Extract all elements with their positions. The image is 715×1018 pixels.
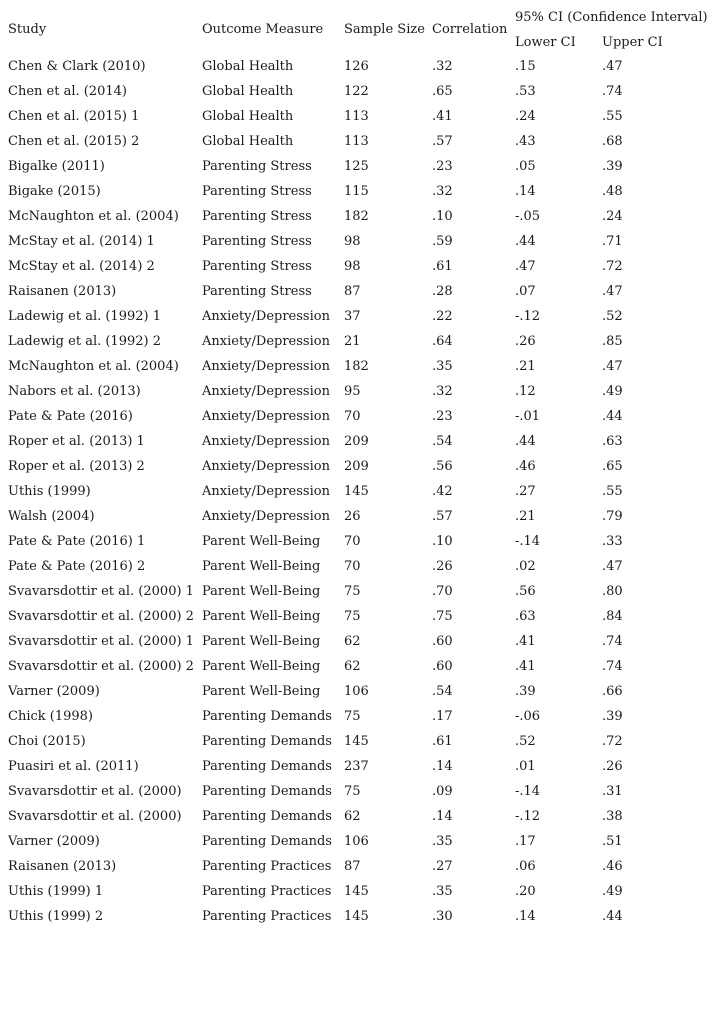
cell-correlation: .41 — [432, 109, 453, 124]
table-row — [0, 82, 715, 107]
cell-correlation: .27 — [432, 859, 453, 874]
cell-outcome-measure: Anxiety/Depression — [202, 334, 330, 349]
cell-lower-ci: .12 — [515, 384, 536, 399]
cell-lower-ci: .07 — [515, 284, 536, 299]
table-body — [0, 57, 715, 932]
cell-lower-ci: -.12 — [515, 309, 541, 324]
cell-outcome-measure: Parenting Demands — [202, 834, 332, 849]
cell-upper-ci: .72 — [602, 259, 623, 274]
table-row — [0, 557, 715, 582]
cell-sample-size: 75 — [344, 709, 361, 724]
cell-study: Raisanen (2013) — [8, 284, 117, 299]
cell-upper-ci: .47 — [602, 359, 623, 374]
cell-study: Roper et al. (2013) 1 — [8, 434, 145, 449]
cell-outcome-measure: Parent Well-Being — [202, 609, 321, 624]
table-row — [0, 882, 715, 907]
table-row — [0, 682, 715, 707]
cell-sample-size: 26 — [344, 509, 361, 524]
cell-upper-ci: .66 — [602, 684, 623, 699]
header-correlation: Correlation — [432, 22, 508, 37]
cell-correlation: .61 — [432, 734, 453, 749]
cell-sample-size: 125 — [344, 159, 369, 174]
cell-sample-size: 182 — [344, 359, 369, 374]
table-row — [0, 732, 715, 757]
cell-upper-ci: .39 — [602, 159, 623, 174]
table-row — [0, 207, 715, 232]
cell-lower-ci: -.12 — [515, 809, 541, 824]
cell-outcome-measure: Anxiety/Depression — [202, 484, 330, 499]
table-row — [0, 57, 715, 82]
cell-study: Svavarsdottir et al. (2000) 1 — [8, 634, 194, 649]
table-row — [0, 807, 715, 832]
cell-study: Pate & Pate (2016) 2 — [8, 559, 146, 574]
cell-study: Svavarsdottir et al. (2000) — [8, 809, 182, 824]
cell-sample-size: 145 — [344, 909, 369, 924]
cell-lower-ci: .17 — [515, 834, 536, 849]
cell-sample-size: 145 — [344, 884, 369, 899]
table-row — [0, 657, 715, 682]
cell-sample-size: 87 — [344, 859, 361, 874]
table-row — [0, 407, 715, 432]
table-row — [0, 282, 715, 307]
cell-study: Roper et al. (2013) 2 — [8, 459, 145, 474]
cell-correlation: .42 — [432, 484, 453, 499]
cell-study: Svavarsdottir et al. (2000) 1 — [8, 584, 194, 599]
cell-upper-ci: .51 — [602, 834, 623, 849]
cell-upper-ci: .84 — [602, 609, 623, 624]
cell-sample-size: 21 — [344, 334, 361, 349]
header-sample-size: Sample Size — [344, 22, 425, 37]
cell-outcome-measure: Anxiety/Depression — [202, 509, 330, 524]
cell-study: Bigake (2015) — [8, 184, 101, 199]
cell-correlation: .61 — [432, 259, 453, 274]
cell-sample-size: 75 — [344, 609, 361, 624]
header-study: Study — [8, 22, 47, 37]
cell-upper-ci: .52 — [602, 309, 623, 324]
cell-outcome-measure: Parenting Stress — [202, 184, 312, 199]
cell-upper-ci: .33 — [602, 534, 623, 549]
cell-outcome-measure: Global Health — [202, 109, 294, 124]
cell-lower-ci: .21 — [515, 359, 536, 374]
cell-correlation: .17 — [432, 709, 453, 724]
table-row — [0, 332, 715, 357]
cell-lower-ci: .47 — [515, 259, 536, 274]
cell-sample-size: 209 — [344, 459, 369, 474]
cell-outcome-measure: Parenting Demands — [202, 809, 332, 824]
cell-lower-ci: .27 — [515, 484, 536, 499]
cell-study: Nabors et al. (2013) — [8, 384, 141, 399]
cell-lower-ci: -.05 — [515, 209, 541, 224]
cell-correlation: .64 — [432, 334, 453, 349]
cell-study: Chen et al. (2015) 1 — [8, 109, 140, 124]
cell-outcome-measure: Parenting Stress — [202, 284, 312, 299]
cell-correlation: .32 — [432, 184, 453, 199]
table-row — [0, 182, 715, 207]
cell-sample-size: 62 — [344, 659, 361, 674]
cell-study: Bigalke (2011) — [8, 159, 105, 174]
cell-sample-size: 87 — [344, 284, 361, 299]
cell-outcome-measure: Parenting Demands — [202, 784, 332, 799]
cell-sample-size: 70 — [344, 534, 361, 549]
cell-study: Varner (2009) — [8, 684, 100, 699]
table-row — [0, 832, 715, 857]
cell-study: McNaughton et al. (2004) — [8, 209, 179, 224]
cell-upper-ci: .31 — [602, 784, 623, 799]
cell-outcome-measure: Anxiety/Depression — [202, 359, 330, 374]
cell-study: Varner (2009) — [8, 834, 100, 849]
cell-study: McStay et al. (2014) 1 — [8, 234, 155, 249]
cell-correlation: .60 — [432, 659, 453, 674]
cell-lower-ci: .01 — [515, 759, 536, 774]
cell-outcome-measure: Anxiety/Depression — [202, 384, 330, 399]
cell-lower-ci: .41 — [515, 659, 536, 674]
cell-upper-ci: .47 — [602, 59, 623, 74]
cell-upper-ci: .44 — [602, 409, 623, 424]
cell-lower-ci: -.01 — [515, 409, 541, 424]
cell-sample-size: 145 — [344, 484, 369, 499]
cell-sample-size: 62 — [344, 634, 361, 649]
cell-outcome-measure: Anxiety/Depression — [202, 434, 330, 449]
cell-study: Uthis (1999) 2 — [8, 909, 104, 924]
cell-sample-size: 37 — [344, 309, 361, 324]
cell-lower-ci: .46 — [515, 459, 536, 474]
cell-correlation: .70 — [432, 584, 453, 599]
cell-study: Choi (2015) — [8, 734, 86, 749]
table-row — [0, 432, 715, 457]
cell-correlation: .75 — [432, 609, 453, 624]
cell-study: Svavarsdottir et al. (2000) 2 — [8, 659, 194, 674]
cell-correlation: .59 — [432, 234, 453, 249]
cell-lower-ci: .43 — [515, 134, 536, 149]
cell-upper-ci: .71 — [602, 234, 623, 249]
table-row — [0, 132, 715, 157]
cell-outcome-measure: Parenting Stress — [202, 234, 312, 249]
cell-lower-ci: .21 — [515, 509, 536, 524]
cell-correlation: .35 — [432, 359, 453, 374]
cell-lower-ci: .02 — [515, 559, 536, 574]
cell-sample-size: 115 — [344, 184, 369, 199]
cell-lower-ci: .44 — [515, 434, 536, 449]
cell-correlation: .09 — [432, 784, 453, 799]
cell-upper-ci: .48 — [602, 184, 623, 199]
cell-upper-ci: .63 — [602, 434, 623, 449]
cell-outcome-measure: Global Health — [202, 59, 294, 74]
table-row — [0, 582, 715, 607]
cell-study: Raisanen (2013) — [8, 859, 117, 874]
table-row — [0, 232, 715, 257]
cell-outcome-measure: Global Health — [202, 134, 294, 149]
cell-outcome-measure: Parenting Practices — [202, 909, 332, 924]
cell-lower-ci: .06 — [515, 859, 536, 874]
cell-lower-ci: .63 — [515, 609, 536, 624]
cell-outcome-measure: Parenting Stress — [202, 209, 312, 224]
cell-correlation: .35 — [432, 834, 453, 849]
cell-lower-ci: .14 — [515, 184, 536, 199]
cell-correlation: .14 — [432, 809, 453, 824]
header-ci-group: 95% CI (Confidence Interval) — [515, 10, 708, 25]
cell-upper-ci: .44 — [602, 909, 623, 924]
cell-study: Svavarsdottir et al. (2000) 2 — [8, 609, 194, 624]
cell-correlation: .10 — [432, 534, 453, 549]
cell-correlation: .57 — [432, 134, 453, 149]
table-row — [0, 707, 715, 732]
cell-lower-ci: .26 — [515, 334, 536, 349]
cell-outcome-measure: Parenting Demands — [202, 734, 332, 749]
cell-upper-ci: .49 — [602, 384, 623, 399]
cell-study: Chen & Clark (2010) — [8, 59, 146, 74]
cell-upper-ci: .85 — [602, 334, 623, 349]
cell-sample-size: 98 — [344, 259, 361, 274]
cell-outcome-measure: Parent Well-Being — [202, 534, 321, 549]
cell-outcome-measure: Parenting Practices — [202, 884, 332, 899]
cell-lower-ci: .05 — [515, 159, 536, 174]
table-row — [0, 607, 715, 632]
cell-correlation: .10 — [432, 209, 453, 224]
cell-correlation: .32 — [432, 384, 453, 399]
cell-study: Svavarsdottir et al. (2000) — [8, 784, 182, 799]
cell-study: Chick (1998) — [8, 709, 93, 724]
cell-correlation: .14 — [432, 759, 453, 774]
cell-outcome-measure: Parent Well-Being — [202, 584, 321, 599]
cell-lower-ci: .39 — [515, 684, 536, 699]
table-row — [0, 307, 715, 332]
cell-upper-ci: .65 — [602, 459, 623, 474]
cell-lower-ci: .15 — [515, 59, 536, 74]
cell-outcome-measure: Global Health — [202, 84, 294, 99]
cell-study: Pate & Pate (2016) — [8, 409, 133, 424]
cell-sample-size: 95 — [344, 384, 361, 399]
cell-upper-ci: .68 — [602, 134, 623, 149]
cell-upper-ci: .79 — [602, 509, 623, 524]
cell-lower-ci: .44 — [515, 234, 536, 249]
cell-outcome-measure: Anxiety/Depression — [202, 409, 330, 424]
cell-upper-ci: .72 — [602, 734, 623, 749]
cell-outcome-measure: Parent Well-Being — [202, 684, 321, 699]
cell-correlation: .28 — [432, 284, 453, 299]
table-row — [0, 457, 715, 482]
cell-sample-size: 98 — [344, 234, 361, 249]
table-row — [0, 632, 715, 657]
cell-upper-ci: .55 — [602, 109, 623, 124]
table-row — [0, 782, 715, 807]
cell-outcome-measure: Parent Well-Being — [202, 659, 321, 674]
cell-sample-size: 113 — [344, 109, 369, 124]
cell-outcome-measure: Parenting Stress — [202, 159, 312, 174]
cell-correlation: .60 — [432, 634, 453, 649]
cell-sample-size: 237 — [344, 759, 369, 774]
cell-sample-size: 106 — [344, 684, 369, 699]
cell-study: Puasiri et al. (2011) — [8, 759, 139, 774]
cell-study: Ladewig et al. (1992) 1 — [8, 309, 161, 324]
cell-outcome-measure: Parenting Demands — [202, 759, 332, 774]
cell-lower-ci: .20 — [515, 884, 536, 899]
cell-lower-ci: -.06 — [515, 709, 541, 724]
cell-upper-ci: .49 — [602, 884, 623, 899]
table-row — [0, 507, 715, 532]
table-row — [0, 357, 715, 382]
cell-sample-size: 75 — [344, 584, 361, 599]
cell-sample-size: 70 — [344, 409, 361, 424]
cell-sample-size: 70 — [344, 559, 361, 574]
cell-outcome-measure: Parenting Stress — [202, 259, 312, 274]
cell-outcome-measure: Parenting Practices — [202, 859, 332, 874]
cell-outcome-measure: Parent Well-Being — [202, 559, 321, 574]
cell-lower-ci: .24 — [515, 109, 536, 124]
cell-sample-size: 145 — [344, 734, 369, 749]
table-row — [0, 257, 715, 282]
cell-sample-size: 122 — [344, 84, 369, 99]
table-row — [0, 907, 715, 932]
cell-correlation: .23 — [432, 409, 453, 424]
cell-upper-ci: .47 — [602, 284, 623, 299]
cell-sample-size: 113 — [344, 134, 369, 149]
table-row — [0, 482, 715, 507]
cell-lower-ci: -.14 — [515, 784, 541, 799]
cell-upper-ci: .38 — [602, 809, 623, 824]
cell-lower-ci: .56 — [515, 584, 536, 599]
cell-upper-ci: .46 — [602, 859, 623, 874]
table-row — [0, 857, 715, 882]
cell-outcome-measure: Anxiety/Depression — [202, 459, 330, 474]
cell-correlation: .54 — [432, 684, 453, 699]
table-row — [0, 157, 715, 182]
cell-upper-ci: .74 — [602, 634, 623, 649]
cell-upper-ci: .74 — [602, 659, 623, 674]
table-row — [0, 532, 715, 557]
header-lower-ci: Lower CI — [515, 35, 576, 50]
cell-study: Uthis (1999) 1 — [8, 884, 104, 899]
cell-upper-ci: .55 — [602, 484, 623, 499]
header-upper-ci: Upper CI — [602, 35, 663, 50]
cell-outcome-measure: Parent Well-Being — [202, 634, 321, 649]
cell-correlation: .57 — [432, 509, 453, 524]
cell-sample-size: 106 — [344, 834, 369, 849]
cell-correlation: .30 — [432, 909, 453, 924]
cell-sample-size: 209 — [344, 434, 369, 449]
cell-correlation: .56 — [432, 459, 453, 474]
cell-upper-ci: .26 — [602, 759, 623, 774]
cell-correlation: .26 — [432, 559, 453, 574]
cell-upper-ci: .47 — [602, 559, 623, 574]
cell-correlation: .35 — [432, 884, 453, 899]
header-outcome-measure: Outcome Measure — [202, 22, 324, 37]
cell-study: McStay et al. (2014) 2 — [8, 259, 155, 274]
table-row — [0, 757, 715, 782]
cell-upper-ci: .24 — [602, 209, 623, 224]
cell-lower-ci: -.14 — [515, 534, 541, 549]
cell-outcome-measure: Anxiety/Depression — [202, 309, 330, 324]
cell-upper-ci: .39 — [602, 709, 623, 724]
cell-upper-ci: .80 — [602, 584, 623, 599]
cell-upper-ci: .74 — [602, 84, 623, 99]
cell-sample-size: 126 — [344, 59, 369, 74]
cell-lower-ci: .14 — [515, 909, 536, 924]
cell-study: McNaughton et al. (2004) — [8, 359, 179, 374]
cell-lower-ci: .41 — [515, 634, 536, 649]
cell-correlation: .22 — [432, 309, 453, 324]
cell-correlation: .54 — [432, 434, 453, 449]
cell-study: Pate & Pate (2016) 1 — [8, 534, 146, 549]
cell-study: Ladewig et al. (1992) 2 — [8, 334, 161, 349]
cell-study: Chen et al. (2014) — [8, 84, 127, 99]
cell-correlation: .32 — [432, 59, 453, 74]
table-row — [0, 107, 715, 132]
cell-sample-size: 75 — [344, 784, 361, 799]
cell-study: Walsh (2004) — [8, 509, 95, 524]
cell-lower-ci: .53 — [515, 84, 536, 99]
table-row — [0, 382, 715, 407]
cell-outcome-measure: Parenting Demands — [202, 709, 332, 724]
cell-sample-size: 62 — [344, 809, 361, 824]
cell-sample-size: 182 — [344, 209, 369, 224]
cell-correlation: .23 — [432, 159, 453, 174]
cell-study: Uthis (1999) — [8, 484, 91, 499]
cell-correlation: .65 — [432, 84, 453, 99]
cell-lower-ci: .52 — [515, 734, 536, 749]
cell-study: Chen et al. (2015) 2 — [8, 134, 140, 149]
